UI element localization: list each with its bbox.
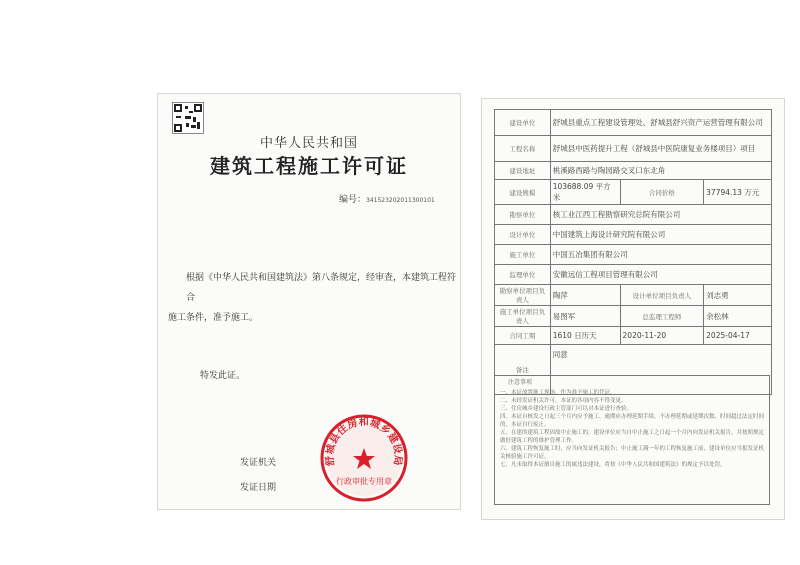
permit-certificate-page (157, 93, 461, 510)
project-info-table (494, 109, 772, 395)
contract-period-label: 合同工期 (495, 327, 551, 345)
period-start: 2020-11-20 (620, 327, 704, 345)
survey-unit-value: 核工业江西工程勘察研究总院有限公司 (550, 205, 771, 225)
permit-details-page (481, 98, 785, 520)
design-unit-label: 设计单位 (495, 225, 551, 245)
construction-pm-label: 施工单位项目负责人 (495, 306, 551, 327)
builder-value: 舒城县重点工程建设管理处、舒城县舒兴资产运营管理有限公司 (550, 110, 771, 136)
project-name-value: 舒城县中医药提升工程（舒城县中医院康复业务楼项目）项目 (550, 136, 771, 162)
construction-pm-value: 易图军 (550, 306, 620, 327)
scale-label: 建设规模 (495, 180, 551, 205)
period-days: 1610 (552, 331, 572, 340)
construction-unit-label: 施工单位 (495, 245, 551, 265)
supervision-unit-label: 监理单位 (495, 265, 551, 285)
notes-box (494, 375, 770, 505)
table-row (495, 180, 772, 205)
table-row (495, 306, 772, 327)
table-row (495, 136, 772, 162)
body-line-2: 施工条件，准予施工。 (168, 313, 259, 323)
table-row (495, 110, 772, 136)
chief-supervisor-value: 余松林 (704, 306, 772, 327)
special-note: 特发此证。 (200, 371, 246, 381)
price-label: 合同价格 (620, 180, 704, 205)
period-end: 2025-04-17 (704, 327, 772, 345)
contract-period-cell (550, 327, 620, 345)
address-label: 建设地址 (495, 162, 551, 180)
remark-value: 同意 (550, 345, 771, 395)
table-row (495, 327, 772, 345)
table-row (495, 162, 772, 180)
scale-cell (550, 180, 620, 205)
price-unit: 万元 (744, 187, 760, 197)
table-row (495, 225, 772, 245)
note-item: 三、住房城乡建设行政主管部门可以对本证进行查验。 (500, 406, 633, 412)
supervision-unit-value: 安徽远信工程项目管理有限公司 (550, 265, 771, 285)
note-item: 六、建筑工程恢复施工时，应当向发证机关报告；中止施工满一年的工程恢复施工前，建设单位应当报发证机关核验施工许可证。 (500, 446, 765, 460)
chief-supervisor-label: 总监理工程师 (620, 306, 704, 327)
serial-label: 编号： (339, 195, 367, 205)
design-unit-value: 中国建筑上海设计研究院有限公司 (550, 225, 771, 245)
builder-label: 建设单位 (495, 110, 551, 136)
issue-date-label: 发证日期 (240, 483, 277, 493)
survey-pm-label: 勘察单位项目负责人 (495, 285, 551, 306)
svg-text:行政审批专用章: 行政审批专用章 (336, 477, 392, 486)
note-item: 二、未经发证机关许可，本证的各项内容不得变更。 (500, 398, 627, 404)
official-seal-stamp (318, 412, 410, 504)
table-row (495, 245, 772, 265)
construction-unit-value: 中国五冶集团有限公司 (550, 245, 771, 265)
scale-unit: 平方米 (552, 182, 611, 202)
country-title: 中华人民共和国 (259, 136, 358, 151)
table-row (495, 265, 772, 285)
note-item: 一、本证放置施工现场，作为准予施工的凭证。 (500, 390, 616, 396)
address-value: 桃溪路西路与陶园路交叉口东北角 (550, 162, 771, 180)
table-row (495, 285, 772, 306)
project-name-label: 工程名称 (495, 136, 551, 162)
note-item: 七、凡未取得本证擅自施工的属违法建设，将按《中华人民共和国建筑法》的规定予以处罚。 (500, 462, 726, 468)
serial-number (339, 192, 435, 205)
svg-text:舒城县住房和城乡建设局: 舒城县住房和城乡建设局 (324, 417, 404, 467)
design-pm-value: 刘志勇 (704, 285, 772, 306)
certificate-title: 建筑工程施工许可证 (210, 154, 408, 178)
remark-label: 备注 (495, 345, 551, 395)
table-row (495, 205, 772, 225)
survey-pm-value: 陶萍 (550, 285, 620, 306)
note-item: 四、本证自核发之日起三个月内应予施工，逾期应办理延期手续，不办理延期或延期次数、时间超过法定时间的，本证自行废止。 (500, 414, 765, 428)
period-unit: 日历天 (574, 331, 597, 340)
price-cell (704, 180, 772, 205)
note-item: 五、在建的建筑工程因故中止施工的，建设单位应当自中止施工之日起一个月内向发证机关报告，并按照规定做好建筑工程的维护管理工作。 (500, 430, 765, 444)
notes-title: 注意事项 (508, 379, 533, 386)
issuer-label: 发证机关 (240, 458, 277, 468)
qr-code (172, 102, 204, 134)
body-line-1: 根据《中华人民共和国建筑法》第八条规定，经审查，本建筑工程符合 (186, 273, 457, 303)
design-pm-label: 设计单位项目负责人 (620, 285, 704, 306)
serial-value: 341523202011300101 (366, 197, 435, 204)
certificate-body (168, 268, 458, 328)
scale-value: 103688.09 (552, 182, 594, 191)
survey-unit-label: 勘察单位 (495, 205, 551, 225)
price-value: 37794.13 (706, 187, 742, 197)
